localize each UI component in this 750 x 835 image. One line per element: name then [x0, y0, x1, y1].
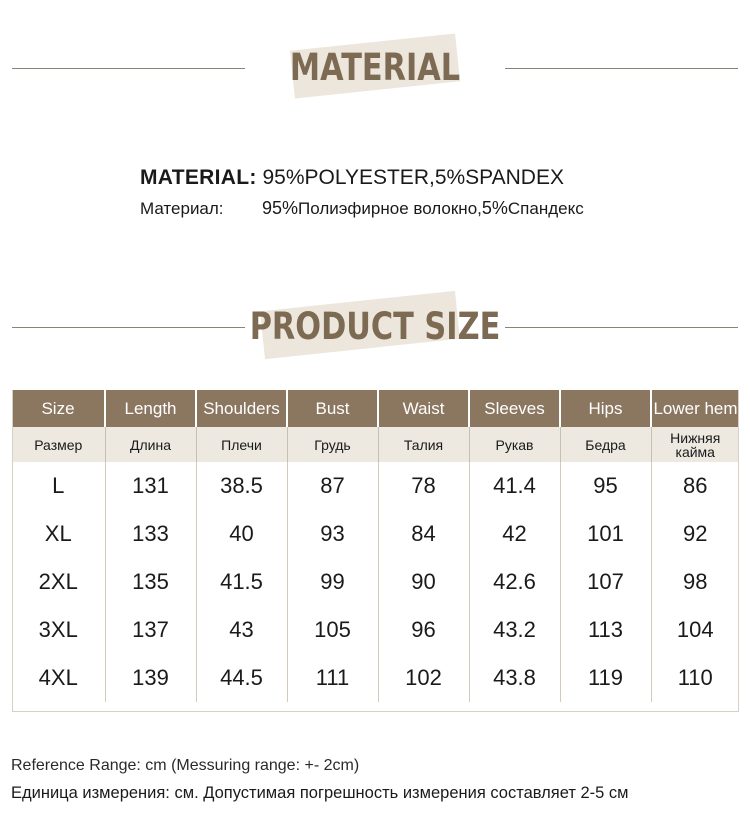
table-cell: 131: [105, 462, 196, 510]
header-cell-en: Shoulders: [196, 390, 287, 427]
table-cell: 42: [469, 510, 560, 558]
table-cell: 43: [196, 606, 287, 654]
table-cell: 137: [105, 606, 196, 654]
divider-right: [505, 327, 738, 328]
table-cell: 90: [378, 558, 469, 606]
reference-note-ru: Единица измерения: см. Допустимая погрешность измерения составляет 2-5 см: [11, 784, 629, 802]
header-cell-ru: Длина: [105, 427, 196, 462]
table-cell: 101: [560, 510, 651, 558]
size-section-header: [0, 287, 750, 367]
material-en-label: MATERIAL:: [140, 166, 257, 189]
table-cell: 133: [105, 510, 196, 558]
header-cell-ru: Размер: [12, 427, 105, 462]
material-ru-text2: Спандекс: [507, 199, 584, 218]
table-cell: 84: [378, 510, 469, 558]
material-en-line: [140, 166, 564, 190]
table-cell: 105: [287, 606, 378, 654]
material-section-header: [0, 28, 750, 108]
header-cell-en: Waist: [378, 390, 469, 427]
divider-right: [505, 68, 738, 69]
table-cell: L: [12, 462, 105, 510]
table-cell: 2XL: [12, 558, 105, 606]
header-cell-en: Length: [105, 390, 196, 427]
material-ru-line: [140, 198, 584, 219]
table-cell: 111: [287, 654, 378, 702]
header-cell-ru: Грудь: [287, 427, 378, 462]
table-row: [12, 558, 739, 606]
table-cell: 44.5: [196, 654, 287, 702]
table-cell: 99: [287, 558, 378, 606]
table-cell: 98: [683, 569, 708, 594]
header-cell-en: Hips: [560, 390, 651, 427]
table-cell: 86: [683, 473, 708, 498]
material-ru-label: Материал:: [140, 199, 224, 218]
material-heading: MATERIAL: [289, 46, 461, 89]
header-cell-ru: Нижняя кайма: [651, 427, 739, 462]
table-row: [12, 654, 739, 702]
table-cell: 95: [560, 462, 651, 510]
table-cell: 87: [287, 462, 378, 510]
table-cell: 78: [378, 462, 469, 510]
size-heading: PRODUCT SIZE: [249, 305, 501, 348]
table-cell: 40: [196, 510, 287, 558]
table-cell: 38.5: [196, 462, 287, 510]
header-cell-ru: Талия: [378, 427, 469, 462]
table-cell: 135: [105, 558, 196, 606]
table-cell: 119: [560, 654, 651, 702]
material-en-value: 95%POLYESTER,5%SPANDEX: [262, 166, 564, 189]
table-cell: 102: [378, 654, 469, 702]
table-cell: 41.4: [469, 462, 560, 510]
table-cell: 96: [378, 606, 469, 654]
table-cell: 110: [677, 665, 713, 690]
material-ru-pct2: 5%: [481, 198, 508, 218]
table-header-en: [12, 390, 739, 427]
table-cell: 42.6: [469, 558, 560, 606]
table-cell: 104: [676, 617, 714, 642]
header-cell-ru: Рукав: [469, 427, 560, 462]
size-table: [12, 390, 739, 702]
table-row: [12, 606, 739, 654]
table-cell: 139: [105, 654, 196, 702]
table-cell: 107: [560, 558, 651, 606]
table-cell: 43.2: [469, 606, 560, 654]
table-cell: 93: [287, 510, 378, 558]
table-cell: XL: [12, 510, 105, 558]
material-ru-pct1: 95%: [262, 198, 299, 218]
table-cell: 43.8: [469, 654, 560, 702]
table-row: [12, 462, 739, 510]
material-ru-text1: Полиэфирное волокно,: [298, 199, 482, 218]
header-cell-en: Bust: [287, 390, 378, 427]
table-row: [12, 510, 739, 558]
header-cell-en: Lower hem: [651, 390, 739, 427]
table-header-ru: [12, 427, 739, 462]
table-cell: 92: [683, 521, 708, 546]
table-cell: 41.5: [196, 558, 287, 606]
table-cell: 3XL: [12, 606, 105, 654]
reference-note-en: Reference Range: cm (Messuring range: +- 2cm): [11, 757, 360, 774]
table-cell: 113: [560, 606, 651, 654]
header-cell-ru: Плечи: [196, 427, 287, 462]
header-cell-en: Sleeves: [469, 390, 560, 427]
table-cell: 4XL: [12, 654, 105, 702]
header-cell-ru: Бедра: [560, 427, 651, 462]
header-cell-en: Size: [12, 390, 105, 427]
